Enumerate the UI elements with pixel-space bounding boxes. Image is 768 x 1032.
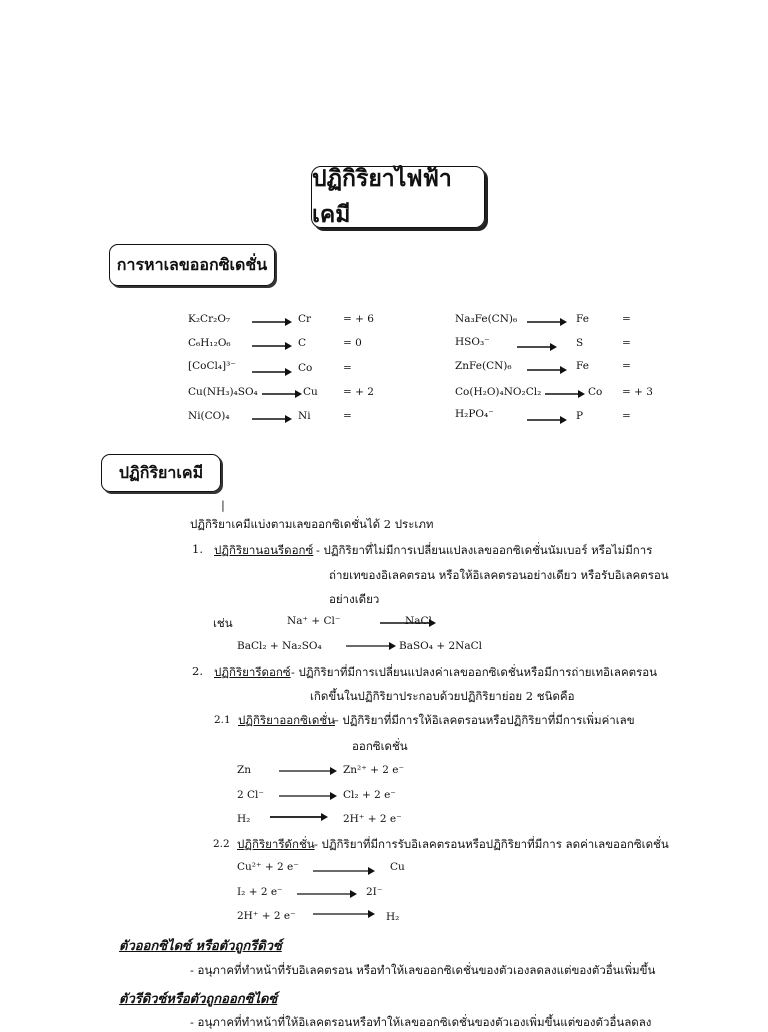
desc-line: ออกซิเดชั่น [352, 739, 408, 753]
element: Co [588, 386, 603, 398]
text-cursor: | [221, 498, 225, 512]
value: = [622, 313, 631, 325]
term-oxidation: ปฏิกิริยาออกซิเดชั่น [238, 713, 336, 727]
equation-left: I₂ + 2 e⁻ [237, 886, 283, 898]
desc-line: ถ่ายเทของอิเลคตรอน หรือให้อิเลคตรอนอย่างเดียว หรือรับอิเลคตรอน [329, 568, 669, 582]
desc-reducing-agent: - อนุภาคที่ทำหน้าที่ให้อิเลคตรอนหรือทำให้เลขออกซิเดชั่นของตัวเองเพิ่มขึ้นแต่ของตัวอื่นลดลง [190, 1015, 652, 1029]
arrow-icon [346, 641, 396, 651]
formula: Co(H₂O)₄NO₂Cl₂ [455, 386, 542, 398]
equation-right: NaCl [405, 615, 432, 627]
element: S [576, 337, 584, 349]
equation-right: 2I⁻ [366, 886, 383, 898]
arrow-icon [252, 317, 292, 327]
desc-line: - ปฏิกิริยาที่มีการรับอิเลคตรอนหรือปฏิกิริยาที่มีการ ลดค่าเลขออกซิเดชั่น [314, 837, 669, 851]
arrow-icon [279, 791, 337, 801]
equation-left: H₂ [237, 813, 251, 825]
arrow-icon [527, 317, 567, 327]
value: = + 6 [343, 313, 374, 325]
desc-line: - ปฏิกิริยาที่ไม่มีการเปลี่ยนแปลงเลขออกซิเดชั่นนัมเบอร์ หรือไม่มีการ [316, 543, 653, 557]
value: = [622, 360, 631, 372]
arrow-icon [279, 766, 337, 776]
item-number: 1. [192, 542, 203, 556]
element: Fe [576, 360, 589, 372]
heading-reducing-agent: ตัวรีดิวซ์หรือตัวถูกออกซิไดซ์ [119, 992, 278, 1007]
desc-line: อย่างเดียว [329, 592, 380, 606]
subitem-number: 2.1 [214, 714, 231, 726]
arrow-icon [517, 342, 557, 352]
equation-left: 2 Cl⁻ [237, 789, 264, 801]
value: = + 3 [622, 386, 653, 398]
equation-left: Zn [237, 764, 252, 776]
value: = [343, 362, 352, 374]
arrow-icon [527, 365, 567, 375]
arrow-icon [313, 909, 375, 919]
section-heading-chemical-reaction: ปฏิกิริยาเคมี [101, 454, 221, 492]
arrow-icon [252, 367, 292, 377]
value: = [622, 337, 631, 349]
formula: K₂Cr₂O₇ [188, 313, 231, 325]
formula: C₆H₁₂O₆ [188, 337, 231, 349]
desc-line: เกิดขึ้นในปฏิกิริยาประกอบด้วยปฏิกิริยาย่อย 2 ชนิดคือ [310, 689, 575, 703]
element: Ni [298, 410, 311, 422]
element: Cu [303, 386, 318, 398]
arrow-icon [545, 389, 585, 399]
value: = [622, 410, 631, 422]
arrow-icon [262, 389, 302, 399]
term-nonredox: ปฏิกิริยานอนรีดอกซ์ [214, 543, 314, 557]
formula: Cu(NH₃)₄SO₄ [188, 386, 258, 398]
formula: ZnFe(CN)₆ [455, 360, 512, 372]
arrow-icon [297, 889, 357, 899]
element: Co [298, 362, 313, 374]
value: = 0 [343, 337, 362, 349]
value: = [343, 410, 352, 422]
arrow-icon [252, 341, 292, 351]
formula: Na₃Fe(CN)₆ [455, 313, 518, 325]
arrow-icon [313, 866, 375, 876]
heading-oxidizing-agent: ตัวออกซิไดซ์ หรือตัวถูกรีดิวซ์ [119, 939, 282, 954]
page-title: ปฏิกิริยาไฟฟ้าเคมี [311, 166, 485, 228]
desc-line: - ปฏิกิริยาที่มีการเปลี่ยนแปลงค่าเลขออกซิเดชั่นหรือมีการถ่ายเทอิเลคตรอน [291, 665, 658, 679]
intro-text: ปฏิกิริยาเคมีแบ่งตามเลขออกซิเดชั่นได้ 2 ประเภท [190, 517, 434, 531]
term-reduction: ปฏิกิริยารีดักชั่น [237, 837, 315, 851]
arrow-icon [527, 415, 567, 425]
arrow-icon [270, 812, 328, 822]
equation-left: 2H⁺ + 2 e⁻ [237, 910, 296, 922]
formula: H₂PO₄⁻ [455, 408, 494, 420]
value: = + 2 [343, 386, 374, 398]
element: Fe [576, 313, 589, 325]
equation-right: H₂ [386, 911, 400, 923]
term-redox: ปฏิกิริยารีดอกซ์ [214, 665, 291, 679]
equation-left: BaCl₂ + Na₂SO₄ [237, 640, 322, 652]
arrow-icon [252, 414, 292, 424]
desc-oxidizing-agent: - อนุภาคที่ทำหน้าที่รับอิเลคตรอน หรือทำให้เลขออกซิเดชั่นของตัวเองลดลงแต่ของตัวอื่นเพิ่มขึ้น [190, 963, 656, 977]
element: P [576, 410, 584, 422]
formula: [CoCl₄]³⁻ [188, 360, 236, 372]
equation-right: 2H⁺ + 2 e⁻ [343, 813, 402, 825]
formula: HSO₃⁻ [455, 336, 490, 348]
formula: Ni(CO)₄ [188, 410, 230, 422]
equation-left: Cu²⁺ + 2 e⁻ [237, 861, 299, 873]
equation-right: Zn²⁺ + 2 e⁻ [343, 764, 405, 776]
subitem-number: 2.2 [213, 838, 230, 850]
element: Cr [298, 313, 312, 325]
element: C [298, 337, 307, 349]
equation-right: Cl₂ + 2 e⁻ [343, 789, 396, 801]
equation-left: Na⁺ + Cl⁻ [287, 615, 341, 627]
example-label: เช่น [213, 616, 233, 630]
section-heading-oxidation-number: การหาเลขออกซิเดชั่น [109, 244, 275, 286]
equation-right: BaSO₄ + 2NaCl [399, 640, 482, 652]
equation-right: Cu [390, 861, 405, 873]
desc-line: – ปฏิกิริยาที่มีการให้อิเลคตรอนหรือปฏิกิริยาที่มีการเพิ่มค่าเลข [333, 713, 635, 727]
item-number: 2. [192, 664, 203, 678]
